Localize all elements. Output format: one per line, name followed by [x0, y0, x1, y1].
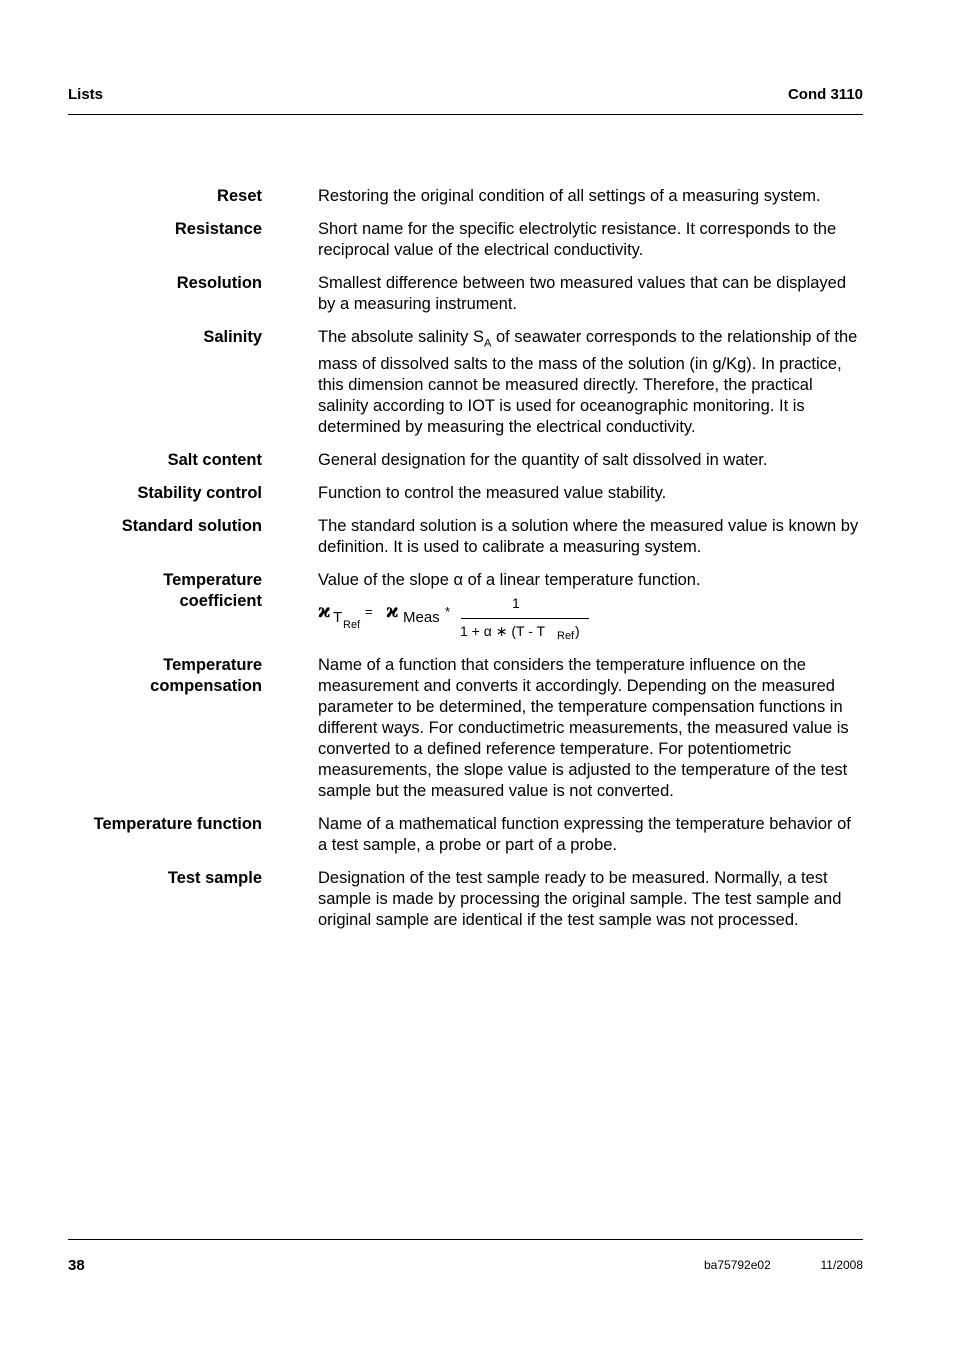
formula-numerator: 1 [512, 595, 520, 612]
product-name: Cond 3110 [787, 86, 863, 103]
glossary-entry [0, 273, 954, 315]
glossary-definition: Function to control the measured value stability. [318, 484, 667, 503]
term-line: Temperature [163, 571, 262, 590]
formula-subscript: Ref [343, 619, 361, 632]
glossary-term: Standard solution [121, 517, 262, 536]
formula-text: T [333, 609, 343, 627]
formula-denominator: 1 + α ∗ (T - T [460, 623, 546, 640]
definition-text: The absolute salinity S [318, 328, 485, 346]
glossary-entry [0, 655, 954, 802]
definition-text: of seawater corresponds to the relationship of the mass of dissolved salts to the mass of the solution (in g/Kg). In practice, this dimension cannot be measured directly. Therefore, the practical salinity according to IOT is used for oceanographic monitoring. It is determined by measuring the electrical conductivity. [318, 328, 858, 437]
glossary-definition: General designation for the quantity of salt dissolved in water. [318, 451, 768, 470]
document-date: 11/2008 [820, 1258, 863, 1272]
glossary-entry [0, 516, 954, 558]
glossary-term: Temperature function [93, 815, 262, 834]
formula-text: Meas [403, 609, 440, 627]
definition-text: Value of the slope α of a linear temperature function. [318, 571, 701, 590]
glossary-term [0, 570, 262, 643]
glossary-entry [0, 570, 954, 643]
glossary-term: Salinity [203, 328, 262, 346]
glossary-definition: Smallest difference between two measured values that can be displayed by a measuring instrument. [318, 274, 847, 313]
glossary-term: Resistance [174, 220, 262, 238]
glossary-definition [318, 570, 863, 643]
page-footer [68, 1239, 863, 1274]
formula-denominator: ) [575, 623, 580, 640]
term-line: coefficient [179, 592, 262, 611]
glossary-entry [0, 814, 954, 856]
glossary-term: Stability control [137, 484, 262, 503]
kappa-symbol: ϰ [386, 600, 399, 623]
page-number: 38 [68, 1257, 85, 1274]
formula-subscript: Ref [557, 630, 575, 643]
formula-times: * [445, 604, 451, 620]
fraction-line [461, 618, 589, 619]
glossary-entry [0, 450, 954, 471]
formula-equals: = [365, 604, 373, 620]
term-line: compensation [150, 677, 262, 696]
document-id: ba75792e02 [704, 1258, 771, 1272]
temperature-formula [318, 595, 863, 643]
glossary-definition: Short name for the specific electrolytic resistance. It corresponds to the reciprocal value of the electrical conductivity. [318, 220, 837, 259]
glossary-definition: Name of a function that considers the temperature influence on the measurement and converts it accordingly. Depending on the measured parameter to be determined, the temperature compensation functions in different ways. For conductimetric measurements, the measured value is converted to a defined reference temperature. For potentiometric measurements, the slope value is adjusted to the temperature of the test sample but the measured value is not converted. [318, 656, 849, 801]
subscript: A [484, 337, 492, 350]
glossary-term: Salt content [167, 451, 262, 470]
glossary-term: Resolution [176, 274, 262, 292]
glossary-entry [0, 327, 954, 438]
section-title: Lists [68, 86, 104, 103]
glossary-term [0, 655, 262, 802]
glossary-term: Test sample [167, 869, 262, 888]
glossary-list [0, 186, 954, 943]
glossary-definition: Name of a mathematical function expressing the temperature behavior of a test sample, a probe or part of a probe. [318, 815, 851, 855]
glossary-term: Reset [217, 187, 262, 205]
glossary-definition [318, 327, 863, 438]
glossary-entry [0, 483, 954, 504]
glossary-definition: Restoring the original condition of all settings of a measuring system. [318, 187, 821, 205]
glossary-entry [0, 219, 954, 261]
kappa-symbol: ϰ [318, 600, 331, 623]
glossary-entry [0, 186, 954, 207]
glossary-definition: The standard solution is a solution where the measured value is known by definition. It is used to calibrate a measuring system. [318, 517, 859, 557]
page-header [68, 86, 863, 115]
glossary-entry [0, 868, 954, 931]
glossary-definition: Designation of the test sample ready to be measured. Normally, a test sample is made by processing the original sample. The test sample and original sample are identical if the test sample was not processed. [318, 869, 842, 930]
term-line: Temperature [163, 656, 262, 675]
